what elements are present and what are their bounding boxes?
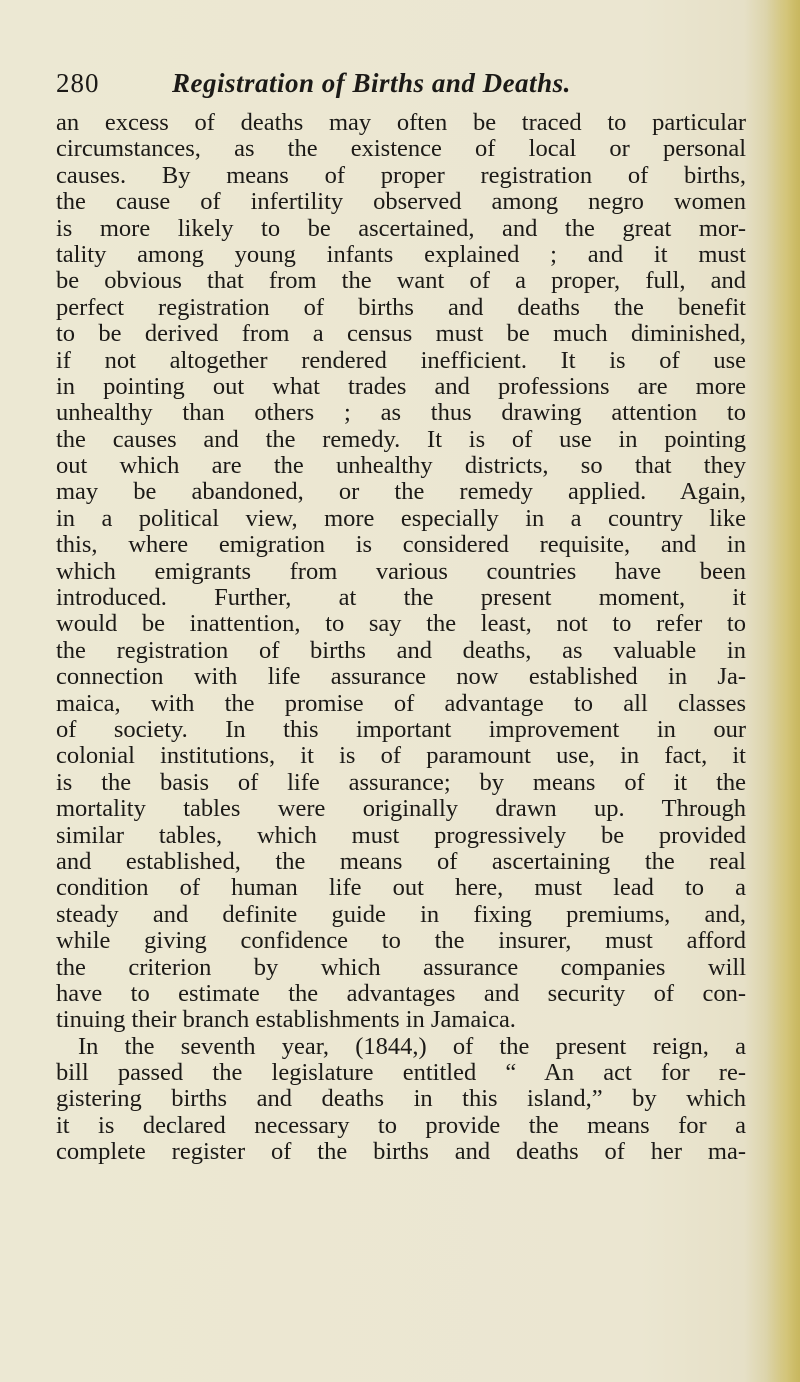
text-line: if not altogether rendered inefficient. It is of use <box>56 346 746 374</box>
text-line: colonial institutions, it is of paramount use, in fact, it <box>56 742 746 770</box>
text-line: complete register of the births and deaths of her ma- <box>56 1138 746 1166</box>
text-line: causes. By means of proper registration of births, <box>56 161 746 189</box>
body-text <box>56 110 746 1166</box>
text-line: circumstances, as the existence of local or personal <box>56 135 746 163</box>
text-line: be obvious that from the want of a proper, full, and <box>56 267 746 295</box>
text-line: have to estimate the advantages and security of con- <box>56 979 746 1007</box>
text-line: in a political view, more especially in a country like <box>56 504 746 532</box>
text-line: an excess of deaths may often be traced to particular <box>56 109 746 136</box>
text-line: which emigrants from various countries have been <box>56 557 746 585</box>
text-line: mortality tables were originally drawn up. Through <box>56 795 746 823</box>
text-line: gistering births and deaths in this island,” by which <box>56 1085 746 1113</box>
page-edge-stain <box>766 0 800 1382</box>
text-line: while giving confidence to the insurer, must afford <box>56 927 746 955</box>
text-line: the criterion by which assurance companies will <box>56 953 746 981</box>
text-line: similar tables, which must progressively be provided <box>56 821 746 849</box>
text-line: of society. In this important improvement in our <box>56 715 746 743</box>
text-line: in pointing out what trades and professions are more <box>56 372 746 400</box>
text-line: perfect registration of births and deaths the benefit <box>56 293 746 321</box>
text-line: connection with life assurance now established in Ja- <box>56 663 746 691</box>
text-line: and established, the means of ascertaining the real <box>56 847 746 875</box>
text-line: it is declared necessary to provide the means for a <box>56 1111 746 1139</box>
text-line: the cause of infertility observed among negro women <box>56 188 746 216</box>
paragraph-start-line: In the seventh year, (1844,) of the present reign, a <box>78 1032 746 1060</box>
paragraph-end-line: tinuing their branch establishments in Jamaica. <box>56 1006 516 1034</box>
text-line: steady and definite guide in fixing premiums, and, <box>56 900 746 928</box>
text-line: tality among young infants explained ; and it must <box>56 240 746 268</box>
running-title: Registration of Births and Deaths. <box>172 68 571 98</box>
text-line: this, where emigration is considered requisite, and in <box>56 531 746 559</box>
page-number: 280 <box>56 68 100 98</box>
text-line: is the basis of life assurance; by means of it the <box>56 768 746 796</box>
text-line: bill passed the legislature entitled “ An act for re- <box>56 1059 746 1087</box>
text-line: may be abandoned, or the remedy applied. Again, <box>56 478 746 506</box>
text-line: is more likely to be ascertained, and the great mor- <box>56 214 746 242</box>
text-line: introduced. Further, at the present moment, it <box>56 584 746 612</box>
text-line: condition of human life out here, must lead to a <box>56 874 746 902</box>
text-line: unhealthy than others ; as thus drawing attention to <box>56 399 746 427</box>
text-line: maica, with the promise of advantage to all classes <box>56 689 746 717</box>
text-line: to be derived from a census must be much diminished, <box>56 320 746 348</box>
text-line: would be inattention, to say the least, not to refer to <box>56 610 746 638</box>
running-head <box>56 68 746 108</box>
text-line: the registration of births and deaths, as valuable in <box>56 636 746 664</box>
text-line: out which are the unhealthy districts, so that they <box>56 452 746 480</box>
text-line: the causes and the remedy. It is of use in pointing <box>56 425 746 453</box>
